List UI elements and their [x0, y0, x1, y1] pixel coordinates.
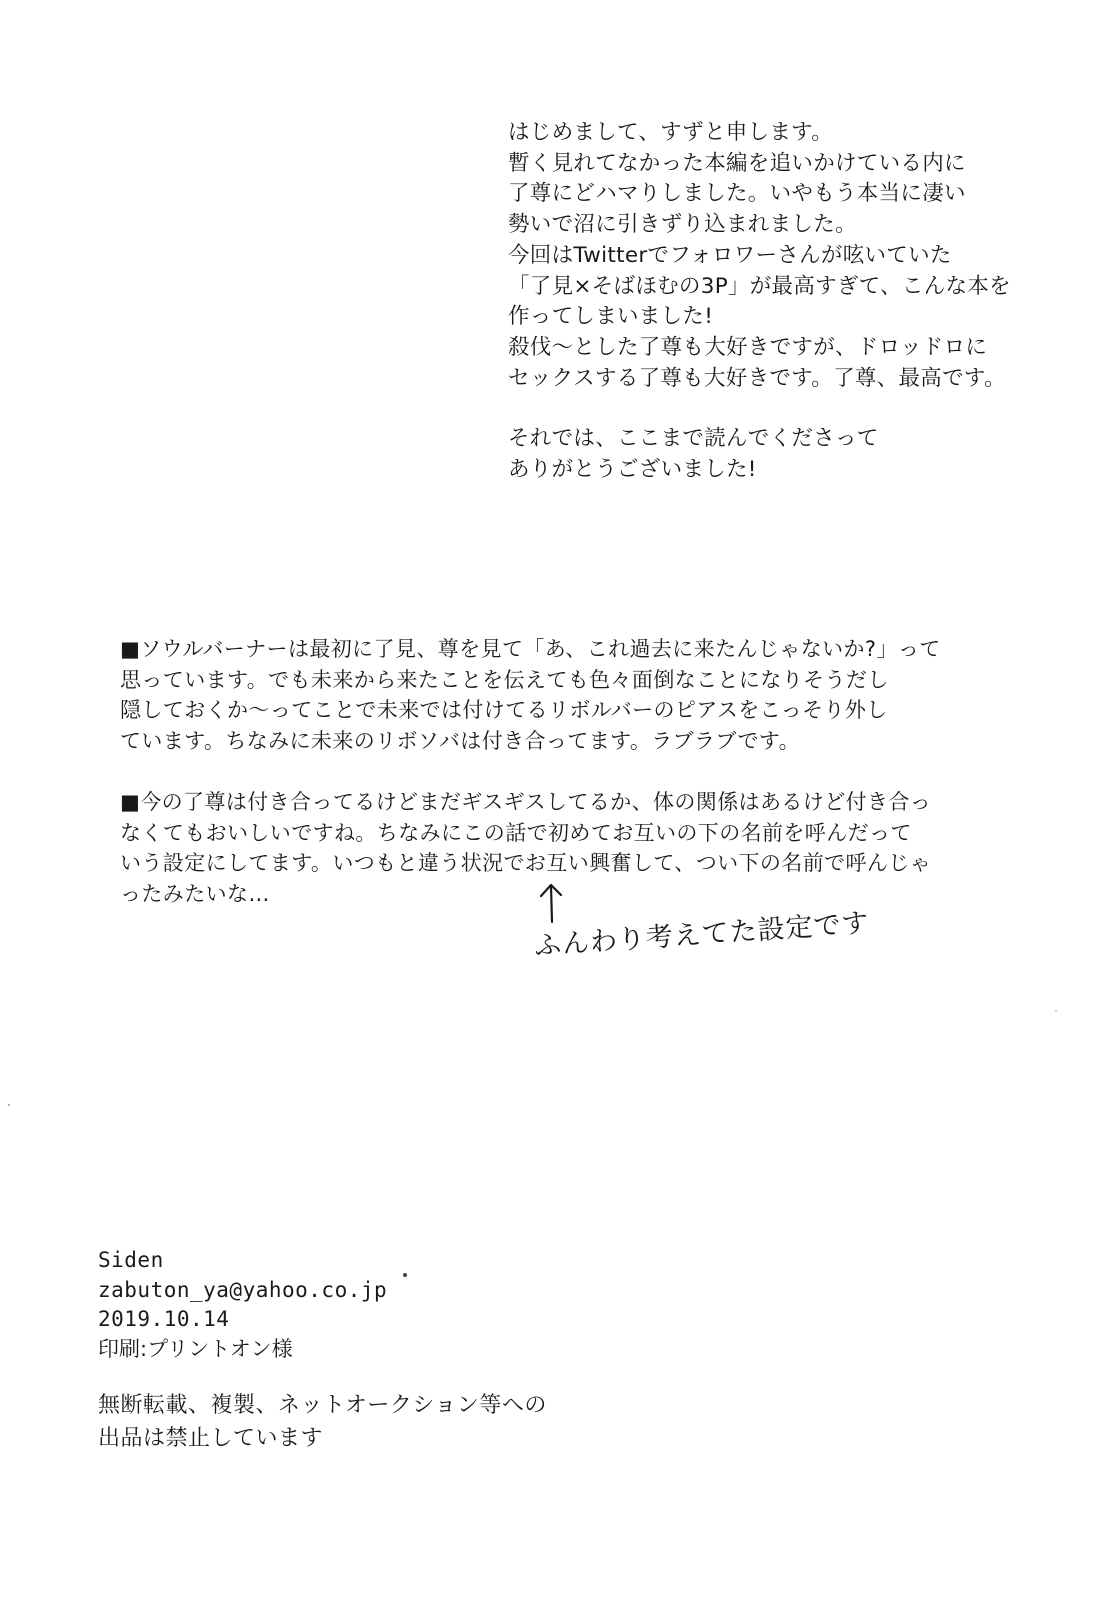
circle-name: Siden — [98, 1248, 164, 1272]
afterword-line: 作ってしまいました! — [508, 304, 714, 330]
handwritten-annotation — [532, 880, 871, 980]
colophon — [98, 1246, 387, 1364]
ink-speck — [403, 1273, 407, 1277]
note-line: ■今の了尊は付き合ってるけどまだギスギスしてるか、体の関係はあるけど付き合っ — [120, 790, 932, 814]
closing-line: それでは、ここまで読んでくださって — [508, 426, 879, 452]
note-line: ています。ちなみに未来のリボソバは付き合ってます。ラブラブです。 — [120, 728, 800, 753]
publish-date: 2019.10.14 — [98, 1307, 230, 1331]
note-line: 隠しておくか～ってことで未来では付けてるリボルバーのピアスをこっそり外し — [120, 698, 888, 722]
afterword-line: セックスする了尊も大好きです。了尊、最高です。 — [508, 365, 1006, 391]
afterword-line: 殺伐～とした了尊も大好きですが、ドロッドロに — [508, 334, 988, 360]
handwritten-note: ふんわり考えてた設定です — [533, 907, 871, 962]
reprint-notice — [98, 1389, 547, 1455]
up-arrow-icon — [532, 880, 572, 924]
afterword-line: 勢いで沼に引きずり込まれました。 — [508, 212, 857, 238]
afterword-line: はじめまして、すずと申します。 — [508, 120, 834, 145]
ink-speck — [1055, 1010, 1057, 1012]
afterword-line: 暫く見れてなかった本編を追いかけている内に — [508, 150, 966, 176]
ink-speck — [8, 1104, 10, 1106]
note-line: ■ソウルバーナーは最初に了見、尊を見て「あ、これ過去に来たんじゃないか?」って — [120, 637, 941, 661]
afterword-line: 了尊にどハマりしました。いやもう本当に凄い — [508, 181, 966, 207]
printer-credit: 印刷:プリントオン様 — [98, 1336, 293, 1361]
afterword-line: 「了見×そばほむの3P」が最高すぎて、こんな本を — [508, 273, 1011, 299]
afterword-line: 今回はTwitterでフォロワーさんが呟いていた — [508, 242, 952, 268]
afterword-text — [508, 118, 1011, 486]
note-line: いう設定にしてます。いつもと違う状況でお互い興奮して、つい下の名前で呼んじゃ — [120, 851, 932, 875]
closing-line: ありがとうございました! — [508, 457, 757, 483]
contact-email: zabuton_ya@yahoo.co.jp — [98, 1277, 388, 1302]
note-soulburner — [120, 634, 941, 756]
note-line: 思っています。でも未来から来たことを伝えても色々面倒なことになりそうだし — [120, 667, 889, 692]
notice-line: 出品は禁止しています — [98, 1426, 324, 1451]
paragraph-gap — [508, 394, 1011, 424]
note-line: なくてもおいしいですね。ちなみにこの話で初めてお互いの下の名前を呼んだって — [120, 820, 912, 845]
notice-line: 無断転載、複製、ネットオークション等への — [98, 1393, 547, 1418]
note-line: ったみたいな… — [120, 881, 270, 906]
